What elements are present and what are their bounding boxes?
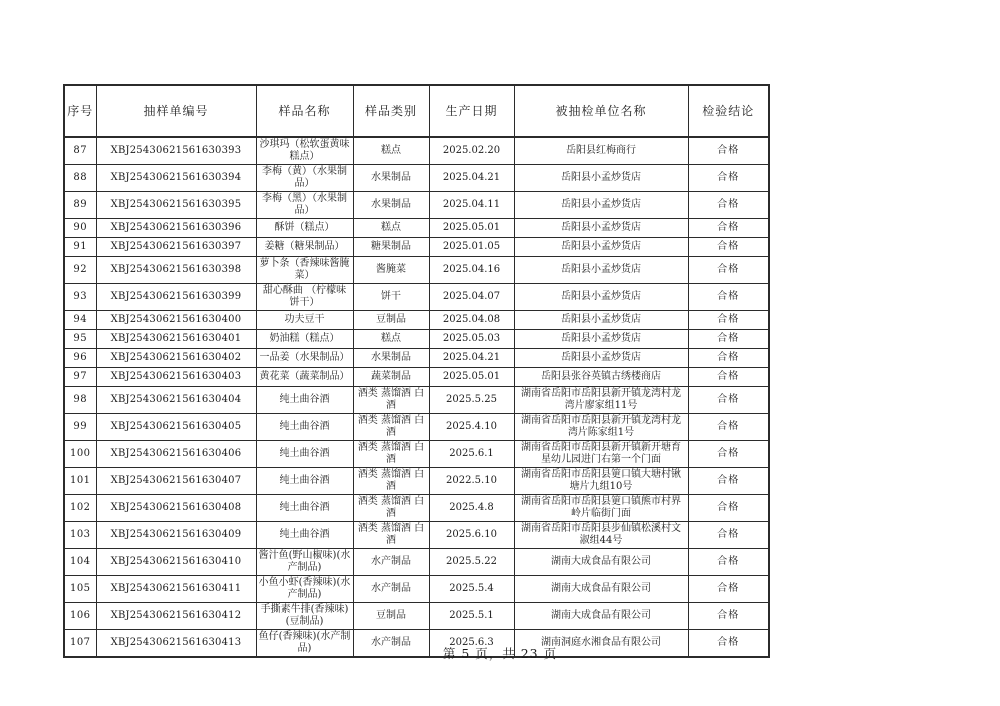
cell-category: 豆制品 [353,603,429,630]
cell-conclusion: 合格 [688,349,769,368]
cell-unit-name: 湖南洞庭水湘食品有限公司 [514,630,688,658]
cell-production-date: 2025.04.07 [429,284,514,311]
cell-category: 酒类 蒸馏酒 白酒 [353,414,429,441]
cell-sample-no: XBJ25430621561630398 [96,257,256,284]
cell-unit-name: 湖南省岳阳市岳阳县新开镇新开塘育星幼儿园进门右第一个门面 [514,441,688,468]
cell-sample-name: 一品姜（水果制品） [256,349,353,368]
cell-conclusion: 合格 [688,238,769,257]
cell-sample-name: 功夫豆干 [256,311,353,330]
cell-conclusion: 合格 [688,219,769,238]
cell-production-date: 2025.6.1 [429,441,514,468]
cell-conclusion: 合格 [688,603,769,630]
cell-production-date: 2025.01.05 [429,238,514,257]
cell-sample-name: 纯土曲谷酒 [256,495,353,522]
table-row [64,192,769,219]
cell-category: 酱腌菜 [353,257,429,284]
cell-production-date: 2025.4.8 [429,495,514,522]
cell-sample-no: XBJ25430621561630399 [96,284,256,311]
table-row [64,441,769,468]
cell-sample-no: XBJ25430621561630411 [96,576,256,603]
cell-production-date: 2025.6.3 [429,630,514,658]
col-header-seq: 序号 [64,85,96,137]
cell-production-date: 2025.6.10 [429,522,514,549]
cell-unit-name: 岳阳县红梅商行 [514,137,688,165]
cell-seq: 104 [64,549,96,576]
table-row [64,219,769,238]
cell-category: 饼干 [353,284,429,311]
cell-production-date: 2025.5.1 [429,603,514,630]
inspection-results-table [63,84,770,658]
cell-seq: 94 [64,311,96,330]
cell-sample-name: 李梅（黄）（水果制品） [256,165,353,192]
cell-production-date: 2025.04.08 [429,311,514,330]
cell-seq: 87 [64,137,96,165]
col-header-conclusion: 检验结论 [688,85,769,137]
cell-sample-name: 奶油糕（糕点） [256,330,353,349]
col-header-sample-name: 样品名称 [256,85,353,137]
cell-unit-name: 岳阳县小孟炒货店 [514,192,688,219]
cell-sample-name: 纯土曲谷酒 [256,522,353,549]
cell-category: 糕点 [353,137,429,165]
cell-category: 水产制品 [353,630,429,658]
cell-conclusion: 合格 [688,284,769,311]
cell-sample-no: XBJ25430621561630409 [96,522,256,549]
table-row [64,284,769,311]
cell-production-date: 2025.05.01 [429,219,514,238]
cell-conclusion: 合格 [688,387,769,414]
cell-category: 糕点 [353,219,429,238]
table-header-row [64,85,769,137]
cell-unit-name: 湖南省岳阳市岳阳县筻口镇熊市村界岭片临街门面 [514,495,688,522]
cell-category: 豆制品 [353,311,429,330]
cell-conclusion: 合格 [688,414,769,441]
cell-unit-name: 岳阳县小孟炒货店 [514,257,688,284]
cell-category: 水果制品 [353,349,429,368]
cell-conclusion: 合格 [688,630,769,658]
table-row [64,137,769,165]
cell-conclusion: 合格 [688,549,769,576]
cell-seq: 89 [64,192,96,219]
cell-seq: 103 [64,522,96,549]
cell-seq: 90 [64,219,96,238]
cell-conclusion: 合格 [688,165,769,192]
cell-sample-name: 鱼仔(香辣味)(水产制品) [256,630,353,658]
cell-sample-no: XBJ25430621561630408 [96,495,256,522]
cell-category: 蔬菜制品 [353,368,429,387]
cell-sample-name: 沙琪玛（松软蛋黄味糕点） [256,137,353,165]
cell-production-date: 2025.05.01 [429,368,514,387]
table-row [64,522,769,549]
cell-unit-name: 岳阳县张谷英镇古绣楼商店 [514,368,688,387]
cell-conclusion: 合格 [688,576,769,603]
table-body [64,137,769,657]
cell-conclusion: 合格 [688,311,769,330]
cell-seq: 91 [64,238,96,257]
cell-seq: 98 [64,387,96,414]
table-row [64,603,769,630]
cell-unit-name: 岳阳县小孟炒货店 [514,165,688,192]
cell-category: 酒类 蒸馏酒 白酒 [353,387,429,414]
col-header-category: 样品类别 [353,85,429,137]
cell-unit-name: 岳阳县小孟炒货店 [514,330,688,349]
cell-sample-no: XBJ25430621561630404 [96,387,256,414]
table-row [64,330,769,349]
cell-sample-name: 甜心酥曲 （柠檬味饼干） [256,284,353,311]
cell-category: 水果制品 [353,192,429,219]
cell-unit-name: 湖南省岳阳市岳阳县步仙镇松溪村文淑组44号 [514,522,688,549]
cell-sample-no: XBJ25430621561630394 [96,165,256,192]
cell-seq: 92 [64,257,96,284]
cell-production-date: 2025.5.25 [429,387,514,414]
cell-category: 酒类 蒸馏酒 白酒 [353,468,429,495]
cell-seq: 93 [64,284,96,311]
table-row [64,387,769,414]
cell-unit-name: 岳阳县小孟炒货店 [514,311,688,330]
cell-seq: 96 [64,349,96,368]
cell-conclusion: 合格 [688,137,769,165]
cell-conclusion: 合格 [688,257,769,284]
table-row [64,414,769,441]
cell-unit-name: 湖南大成食品有限公司 [514,576,688,603]
cell-category: 水产制品 [353,549,429,576]
cell-sample-name: 手撕素牛排(香辣味)(豆制品) [256,603,353,630]
cell-conclusion: 合格 [688,495,769,522]
cell-unit-name: 湖南省岳阳市岳阳县新开镇龙湾村龙湾片廖家组11号 [514,387,688,414]
cell-seq: 100 [64,441,96,468]
cell-category: 水果制品 [353,165,429,192]
cell-sample-name: 李梅（黑）（水果制品） [256,192,353,219]
cell-sample-name: 小鱼小虾(香辣味)(水产制品) [256,576,353,603]
cell-seq: 88 [64,165,96,192]
cell-conclusion: 合格 [688,368,769,387]
cell-sample-no: XBJ25430621561630410 [96,549,256,576]
cell-unit-name: 湖南大成食品有限公司 [514,603,688,630]
table-row [64,311,769,330]
cell-conclusion: 合格 [688,192,769,219]
cell-sample-name: 纯土曲谷酒 [256,414,353,441]
cell-unit-name: 湖南省岳阳市岳阳县筻口镇大塘村锹塘片九组10号 [514,468,688,495]
cell-conclusion: 合格 [688,330,769,349]
table-row [64,257,769,284]
cell-sample-name: 酥饼（糕点） [256,219,353,238]
cell-production-date: 2022.5.10 [429,468,514,495]
cell-production-date: 2025.5.22 [429,549,514,576]
table-row [64,495,769,522]
cell-sample-no: XBJ25430621561630400 [96,311,256,330]
col-header-sample-no: 抽样单编号 [96,85,256,137]
cell-production-date: 2025.04.11 [429,192,514,219]
cell-seq: 99 [64,414,96,441]
cell-sample-no: XBJ25430621561630395 [96,192,256,219]
cell-category: 酒类 蒸馏酒 白酒 [353,495,429,522]
cell-sample-no: XBJ25430621561630413 [96,630,256,658]
table-row [64,576,769,603]
cell-unit-name: 湖南省岳阳市岳阳县新开镇龙湾村龙湾片陈家组1号 [514,414,688,441]
col-header-production-date: 生产日期 [429,85,514,137]
table-row [64,165,769,192]
cell-conclusion: 合格 [688,441,769,468]
cell-production-date: 2025.4.10 [429,414,514,441]
cell-category: 糕点 [353,330,429,349]
cell-unit-name: 岳阳县小孟炒货店 [514,238,688,257]
cell-production-date: 2025.04.21 [429,349,514,368]
table-row [64,468,769,495]
cell-sample-name: 黄花菜（蔬菜制品） [256,368,353,387]
cell-unit-name: 岳阳县小孟炒货店 [514,284,688,311]
cell-conclusion: 合格 [688,468,769,495]
cell-production-date: 2025.04.21 [429,165,514,192]
cell-production-date: 2025.5.4 [429,576,514,603]
cell-seq: 107 [64,630,96,658]
cell-seq: 97 [64,368,96,387]
table-row [64,549,769,576]
cell-sample-name: 纯土曲谷酒 [256,468,353,495]
cell-unit-name: 岳阳县小孟炒货店 [514,219,688,238]
cell-sample-no: XBJ25430621561630407 [96,468,256,495]
cell-sample-no: XBJ25430621561630412 [96,603,256,630]
cell-sample-no: XBJ25430621561630405 [96,414,256,441]
cell-sample-name: 纯土曲谷酒 [256,387,353,414]
cell-seq: 95 [64,330,96,349]
col-header-unit-name: 被抽检单位名称 [514,85,688,137]
cell-sample-no: XBJ25430621561630397 [96,238,256,257]
table-row [64,349,769,368]
cell-sample-name: 萝卜条（香辣味酱腌菜） [256,257,353,284]
cell-seq: 105 [64,576,96,603]
cell-sample-name: 纯土曲谷酒 [256,441,353,468]
table-row [64,368,769,387]
cell-conclusion: 合格 [688,522,769,549]
cell-category: 水产制品 [353,576,429,603]
cell-production-date: 2025.05.03 [429,330,514,349]
cell-sample-name: 姜糖（糖果制品） [256,238,353,257]
cell-category: 酒类 蒸馏酒 白酒 [353,441,429,468]
cell-unit-name: 湖南大成食品有限公司 [514,549,688,576]
cell-sample-no: XBJ25430621561630396 [96,219,256,238]
table-row [64,238,769,257]
cell-sample-no: XBJ25430621561630401 [96,330,256,349]
cell-sample-no: XBJ25430621561630406 [96,441,256,468]
cell-sample-no: XBJ25430621561630402 [96,349,256,368]
cell-unit-name: 岳阳县小孟炒货店 [514,349,688,368]
cell-production-date: 2025.02.20 [429,137,514,165]
cell-sample-no: XBJ25430621561630403 [96,368,256,387]
cell-sample-name: 酱汁鱼(野山椒味)(水产制品) [256,549,353,576]
cell-sample-no: XBJ25430621561630393 [96,137,256,165]
cell-seq: 102 [64,495,96,522]
cell-seq: 106 [64,603,96,630]
cell-production-date: 2025.04.16 [429,257,514,284]
cell-category: 酒类 蒸馏酒 白酒 [353,522,429,549]
cell-category: 糖果制品 [353,238,429,257]
page-footer: 第 5 页，共 23 页 [442,646,558,661]
cell-seq: 101 [64,468,96,495]
